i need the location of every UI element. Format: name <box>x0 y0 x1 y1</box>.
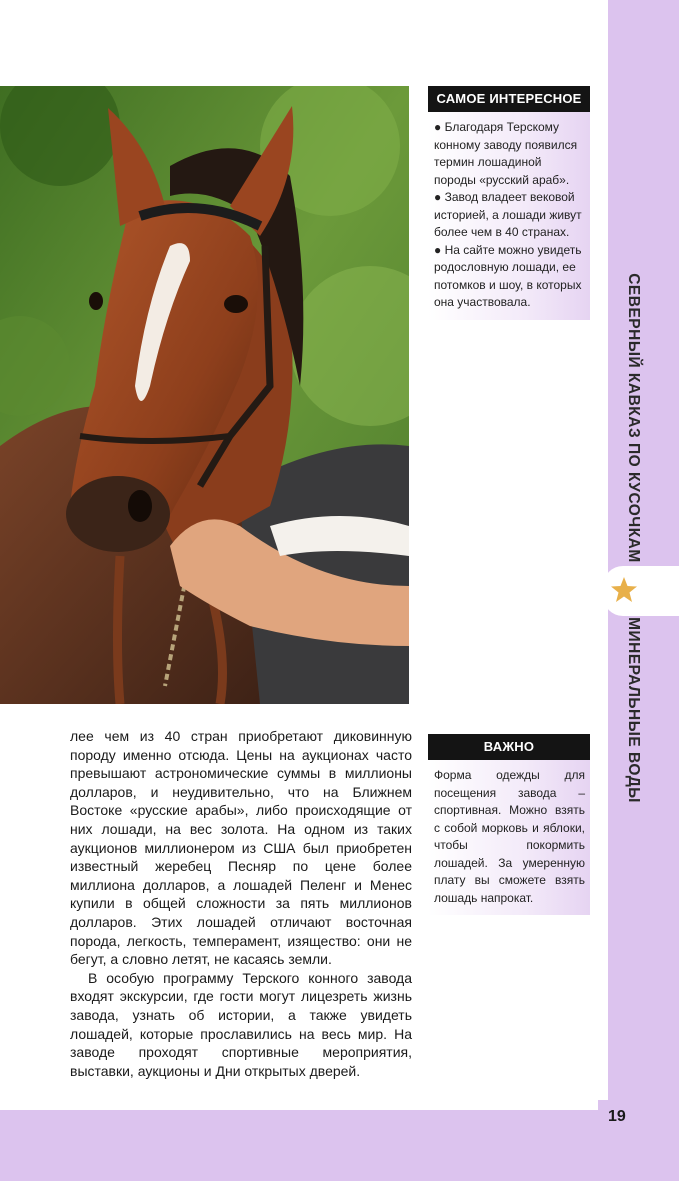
section-title-text: СЕВЕРНЫЙ КАВКАЗ ПО КУСОЧКАМ <box>625 272 642 563</box>
footer-band <box>0 1110 598 1181</box>
fact-item: ● Благодаря Терскому конному заводу появился термин лошадиной породы «русский араб». <box>434 120 578 187</box>
section-title-vertical <box>622 272 644 563</box>
subsection-title-vertical <box>622 617 644 803</box>
important-title: ВАЖНО <box>428 734 590 760</box>
interesting-facts-box <box>428 86 590 320</box>
page-number: 19 <box>608 1108 626 1125</box>
main-article-text <box>70 727 412 1080</box>
page-number-tab <box>598 1100 679 1181</box>
interesting-facts-body <box>428 112 590 320</box>
fact-item: ● Завод владеет вековой историей, а лошади живут более чем в 40 странах. <box>434 190 582 239</box>
fact-item: ● На сайте можно увидеть родословную лошади, ее потомков и шоу, в которых она участвовала. <box>434 242 582 309</box>
interesting-facts-title: САМОЕ ИНТЕРЕСНОЕ <box>428 86 590 112</box>
important-text: Форма одежды для посещения завода – спортивная. Можно взять с собой морковь и яблоки, чтобы покормить лошадей. За умеренную плату вы сможете взять лошадь напрокат. <box>434 768 585 905</box>
important-body <box>428 760 590 915</box>
star-tab <box>603 566 679 616</box>
star-icon <box>610 576 638 604</box>
paragraph: лее чем из 40 стран приобретают диковинную породу именно отсюда. Цены на аукционах часто превышают астрономические суммы в миллионы долларов, и неудивительно, что на Ближнем Востоке «русские арабы», либо происходящие от них лошади, на вес золота. На одном из таких аукционов миллионером из США был приобретен известный жеребец Песняр по цене более миллиона долларов, а лошадей Пеленг и Менес купили в общей сложности за пять миллионов долларов. Этих лошадей отличают восточная порода, легкость, темперамент, изящество: они не бегут, а словно летят, не касаясь земли. <box>70 728 412 968</box>
horse-photo <box>0 86 409 704</box>
paragraph: В особую программу Терского конного завода входят экскурсии, где гости могут лицезреть жизнь завода, узнать об истории, а также увидеть лошадей, которые прославились на весь мир. На заводе проходят спортивные мероприятия, выставки, аукционы и Дни открытых дверей. <box>70 969 412 1079</box>
subsection-title-text: МИНЕРАЛЬНЫЕ ВОДЫ <box>625 617 642 803</box>
important-box <box>428 734 590 915</box>
